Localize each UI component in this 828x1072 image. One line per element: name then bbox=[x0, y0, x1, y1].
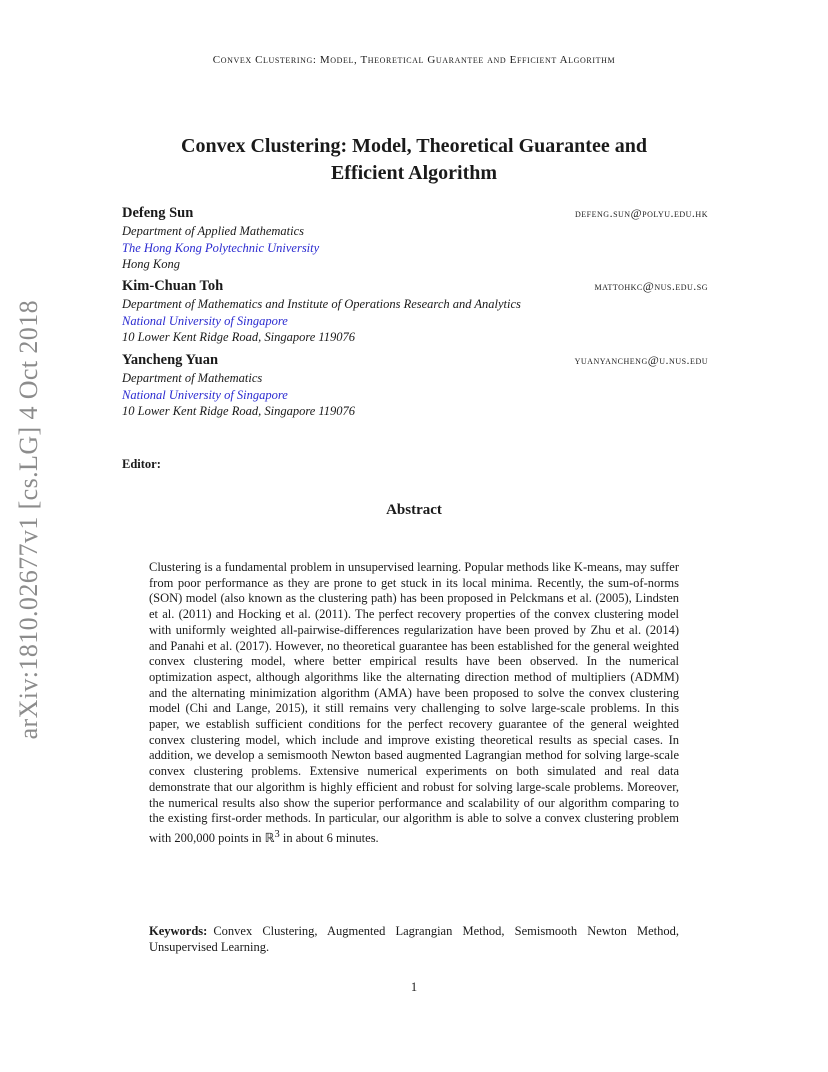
abstract-text bbox=[149, 560, 679, 847]
author-name: Defeng Sun bbox=[122, 205, 194, 221]
abstract-heading: Abstract bbox=[386, 502, 442, 518]
author-block-3 bbox=[122, 352, 708, 420]
abstract-superscript: 3 bbox=[274, 828, 280, 840]
keywords bbox=[149, 923, 679, 955]
author-email: yuanyancheng@u.nus.edu bbox=[574, 353, 708, 367]
author-department: Department of Applied Mathematics bbox=[122, 224, 305, 238]
paper-title bbox=[120, 133, 708, 187]
author-block-2 bbox=[122, 278, 708, 346]
author-name: Kim-Chuan Toh bbox=[122, 278, 224, 294]
author-university-link[interactable]: The Hong Kong Polytechnic University bbox=[122, 240, 320, 255]
title-line-1: Convex Clustering: Model, Theoretical Guarantee and bbox=[181, 135, 647, 157]
author-university-link[interactable]: National University of Singapore bbox=[122, 387, 288, 402]
arxiv-stamp bbox=[6, 300, 52, 740]
author-university-link[interactable]: National University of Singapore bbox=[122, 313, 288, 328]
title-line-2: Efficient Algorithm bbox=[330, 162, 498, 184]
author-department: Department of Mathematics and Institute of Operations Research and Analytics bbox=[122, 297, 521, 311]
abstract-main-text: Clustering is a fundamental problem in unsupervised learning. Popular methods like K-means, may suffer from poor performance as they are prone to get stuck in its local minima. Recently, the sum-of-norms (SON) model (also known as the clustering path) has been proposed in Pelckmans et al. (2005), Lindsten et al. (2011) and Hocking et al. (2011). The perfect recovery properties of the convex clustering model with uniformly weighted all-pairwise-differences regularization have been proved by Zhu et al. (2014) and Panahi et al. (2017). However, no theoretical guarantee has been established for the general weighted convex clustering model, where better empirical results have been observed. In the numerical optimization aspect, although algorithms like the alternating direction method of multipliers (ADMM) and the alternating minimization algorithm (AMA) have been proposed to solve the convex clustering model (Chi and Lange, 2015), it still remains very challenging to solve large-scale problems. In this paper, we establish sufficient conditions for the perfect recovery guarantee of the general weighted convex clustering model, which include and improve existing theoretical results as special cases. In addition, we develop a semismooth Newton based augmented Lagrangian method for solving large-scale convex clustering problems. Extensive numerical experiments on both simulated and real data demonstrate that our algorithm is highly efficient and robust for solving large-scale problems. Moreover, the numerical results also show the superior performance and scalability of our algorithm comparing to the existing first-order methods. In particular, our algorithm is able to solve a convex clustering problem with 200,000 points in ℝ bbox=[149, 560, 679, 846]
author-address: Hong Kong bbox=[122, 257, 180, 271]
running-head: Convex Clustering: Model, Theoretical Guarantee and Efficient Algorithm bbox=[212, 54, 616, 66]
keywords-label: Keywords: bbox=[149, 924, 208, 938]
page-number: 1 bbox=[410, 980, 418, 994]
keywords-text: Convex Clustering, Augmented Lagrangian Method, Semismooth Newton Method, Unsupervised Learning. bbox=[149, 924, 679, 954]
author-address: 10 Lower Kent Ridge Road, Singapore 119076 bbox=[122, 404, 355, 418]
author-department: Department of Mathematics bbox=[122, 371, 263, 385]
arxiv-stamp-text: arXiv:1810.02677v1 [cs.LG] 4 Oct 2018 bbox=[14, 300, 43, 740]
author-address: 10 Lower Kent Ridge Road, Singapore 119076 bbox=[122, 330, 355, 344]
editor-label: Editor: bbox=[122, 457, 161, 471]
author-email: mattohkc@nus.edu.sg bbox=[594, 279, 708, 293]
author-name: Yancheng Yuan bbox=[122, 352, 219, 368]
abstract-end-text: in about 6 minutes. bbox=[279, 831, 379, 846]
author-email: defeng.sun@polyu.edu.hk bbox=[575, 206, 708, 220]
author-block-1 bbox=[122, 205, 708, 273]
